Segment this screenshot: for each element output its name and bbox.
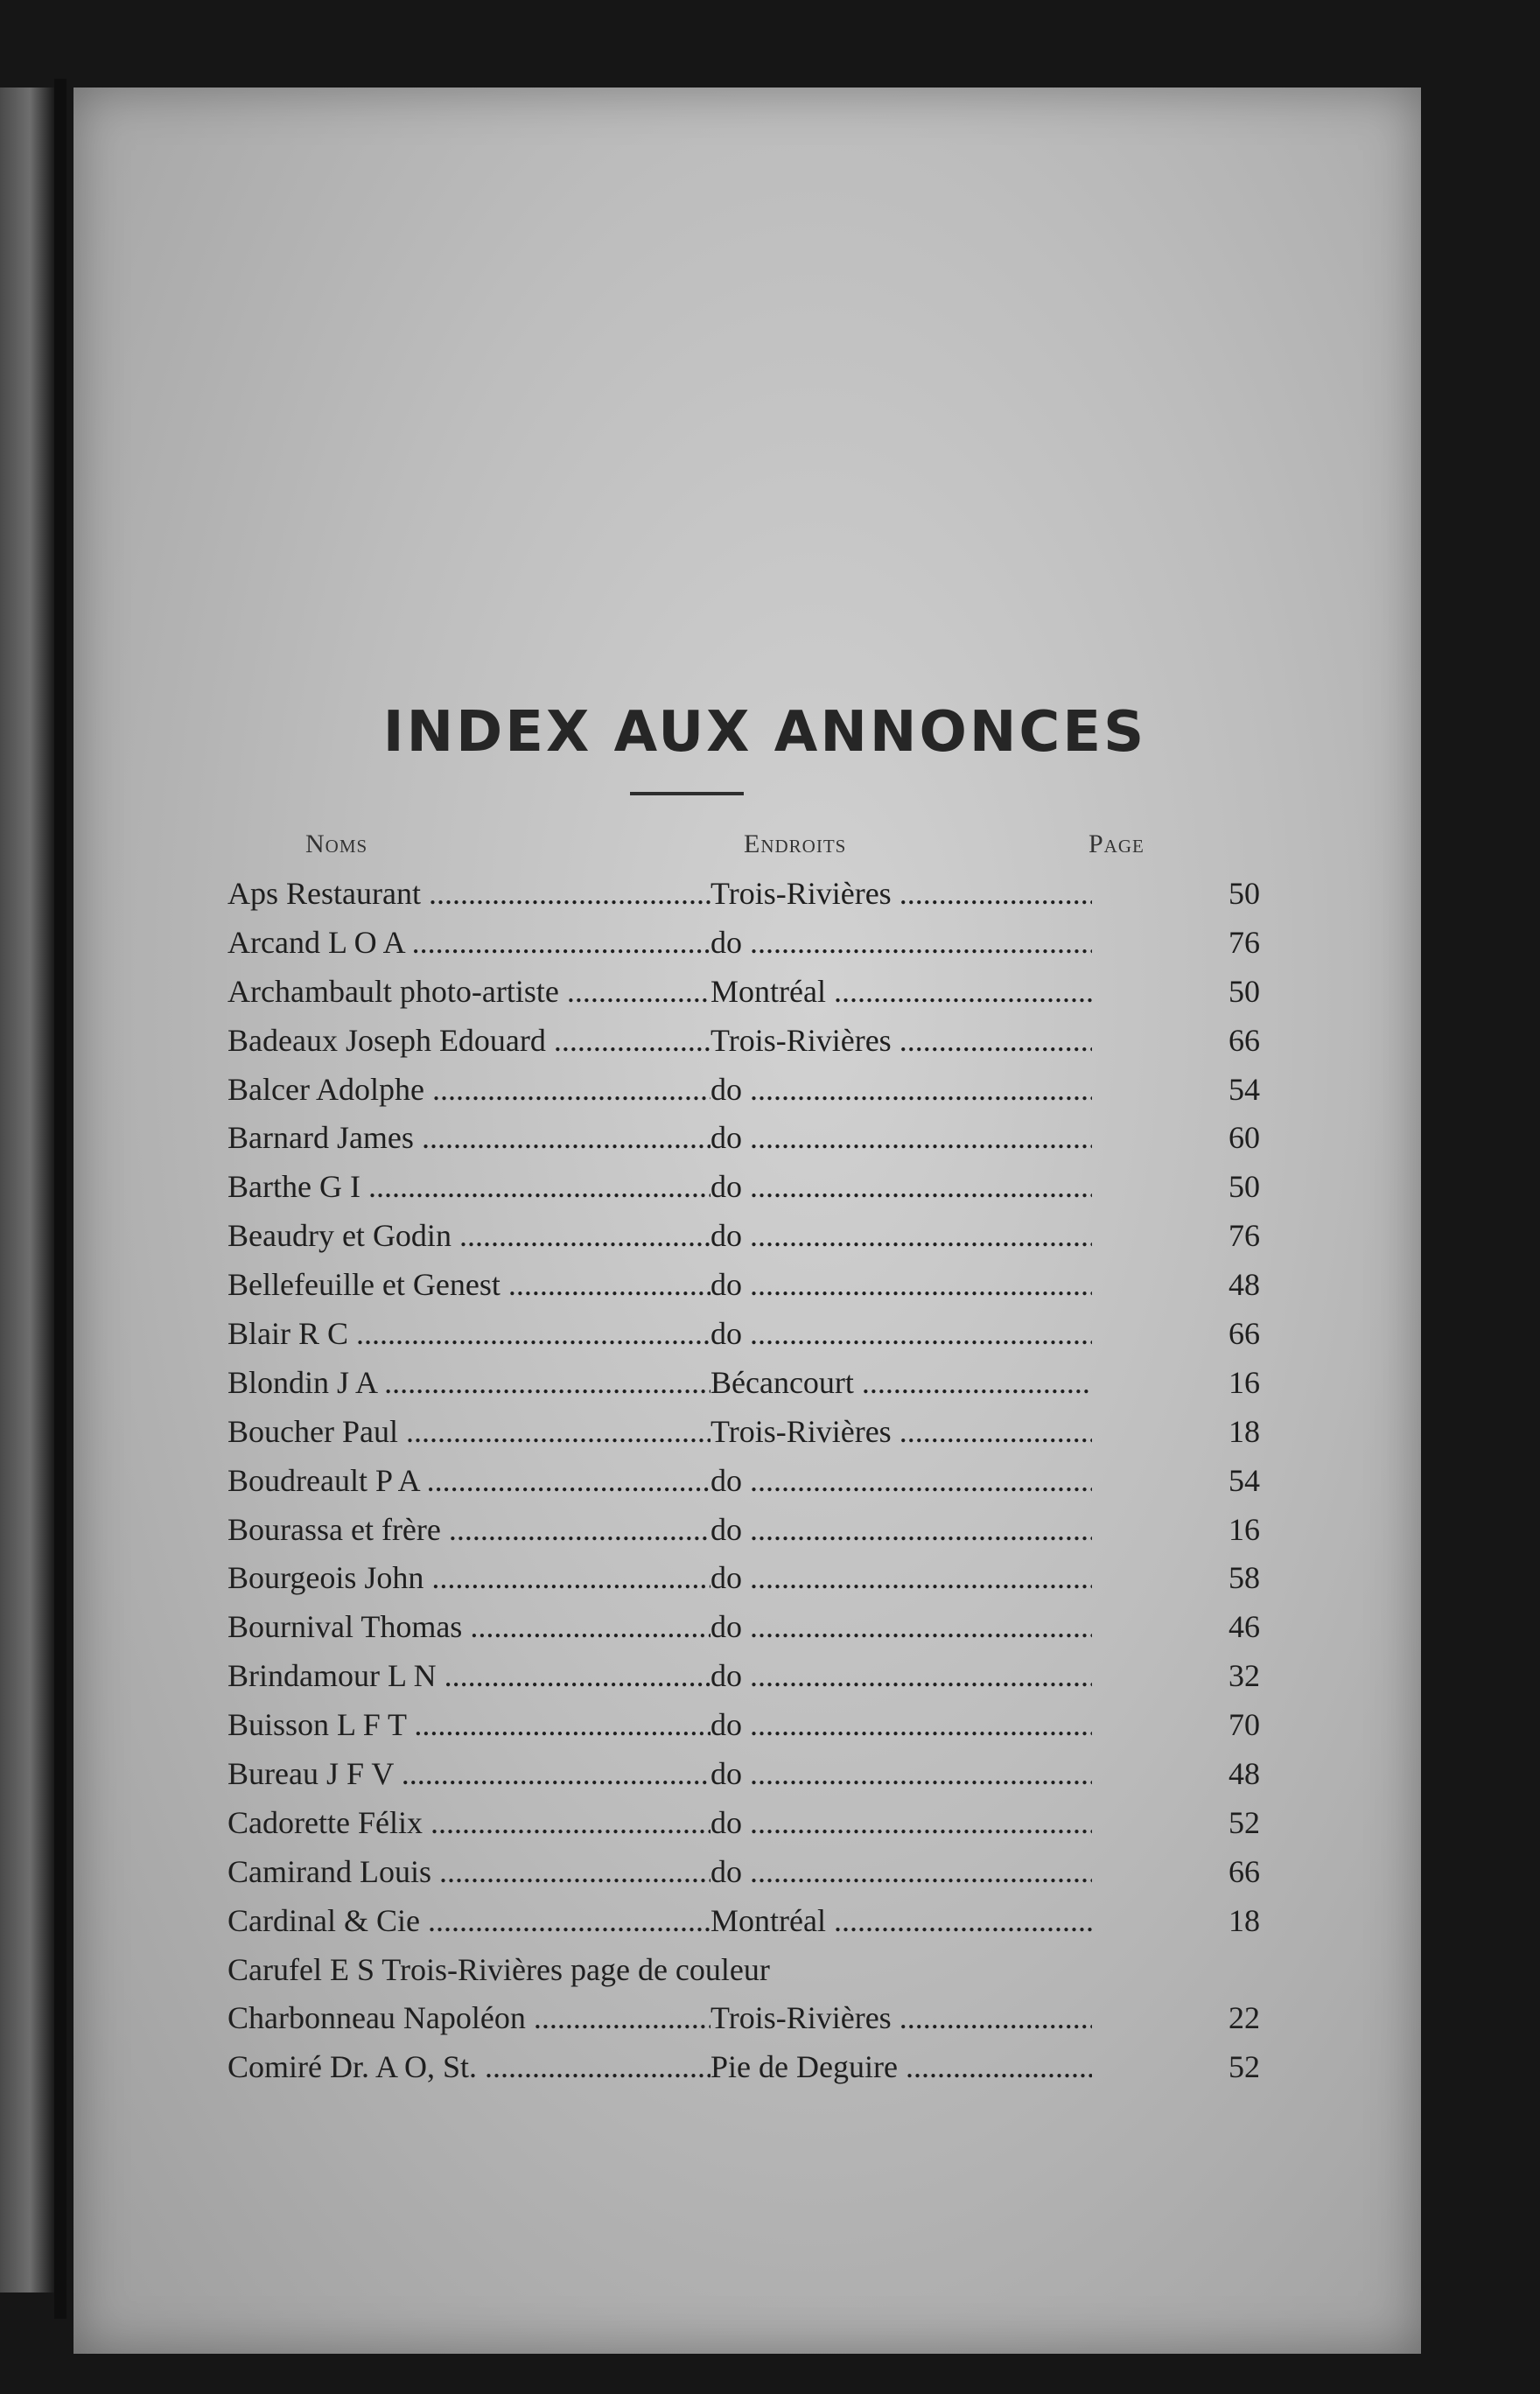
entry-page: 50 xyxy=(1228,973,1260,1009)
index-row xyxy=(228,875,1260,924)
entry-name: Blondin J A ..... xyxy=(228,1364,710,1401)
entry-place: do ..... xyxy=(710,1462,1092,1499)
entry-place: do ..... xyxy=(710,1804,1092,1841)
entry-name: Bourassa et frère ..... xyxy=(228,1511,710,1548)
entry-page: 66 xyxy=(1228,1316,1260,1352)
index-row xyxy=(228,2048,1260,2097)
index-row xyxy=(228,1511,1260,1560)
entry-name: Buisson L F T ..... xyxy=(228,1706,710,1743)
entry-place: Trois-Rivières ..... xyxy=(710,1999,1092,2036)
entry-place: do ..... xyxy=(710,1608,1092,1645)
entry-page: 50 xyxy=(1228,876,1260,911)
entry-place: Bécancourt ..... xyxy=(710,1364,1092,1401)
index-row xyxy=(228,1657,1260,1706)
entry-name: Bureau J F V ..... xyxy=(228,1755,710,1792)
header-page: Page xyxy=(1088,830,1144,858)
entry-page: 18 xyxy=(1228,1902,1260,1938)
entry-name: Bellefeuille et Genest ..... xyxy=(228,1266,710,1303)
entry-place: Montréal ..... xyxy=(710,973,1092,1010)
index-list xyxy=(228,875,1260,2097)
entry-name: Balcer Adolphe ..... xyxy=(228,1071,710,1108)
entry-page: 54 xyxy=(1228,1071,1260,1107)
page-title: INDEX AUX ANNONCES xyxy=(382,700,1147,765)
entry-place: Trois-Rivières ..... xyxy=(710,1413,1092,1450)
entry-place: do ..... xyxy=(710,1315,1092,1352)
index-row xyxy=(228,973,1260,1022)
entry-page: 58 xyxy=(1228,1560,1260,1596)
entry-full-line: Carufel E S Trois-Rivières page de couleur xyxy=(228,1951,770,1987)
index-row xyxy=(228,1853,1260,1902)
index-row xyxy=(228,1902,1260,1951)
entry-place: Pie de Deguire ..... xyxy=(710,2048,1092,2085)
entry-name: Cardinal & Cie ..... xyxy=(228,1902,710,1939)
index-row xyxy=(228,1315,1260,1364)
entry-place: do ..... xyxy=(710,1853,1092,1890)
index-row xyxy=(228,1804,1260,1853)
entry-page: 48 xyxy=(1228,1756,1260,1792)
entry-name: Barnard James ..... xyxy=(228,1119,710,1156)
entry-page: 76 xyxy=(1228,924,1260,960)
entry-place: do ..... xyxy=(710,924,1092,961)
entry-place: do ..... xyxy=(710,1217,1092,1254)
index-row xyxy=(228,1022,1260,1071)
entry-page: 46 xyxy=(1228,1609,1260,1645)
entry-page: 54 xyxy=(1228,1462,1260,1498)
header-endroits: Endroits xyxy=(744,830,847,858)
index-row xyxy=(228,1217,1260,1266)
entry-page: 60 xyxy=(1228,1120,1260,1156)
entry-place: do ..... xyxy=(710,1657,1092,1694)
index-row-full xyxy=(228,1951,1260,2000)
entry-place: Trois-Rivières ..... xyxy=(710,875,1092,912)
entry-name: Brindamour L N ..... xyxy=(228,1657,710,1694)
facing-page-edge xyxy=(0,88,54,2292)
entry-page: 16 xyxy=(1228,1364,1260,1400)
entry-page: 22 xyxy=(1228,2000,1260,2036)
entry-page: 52 xyxy=(1228,1804,1260,1840)
entry-name: Archambault photo-artiste ..... xyxy=(228,973,710,1010)
entry-place: do ..... xyxy=(710,1168,1092,1205)
entry-page: 50 xyxy=(1228,1169,1260,1205)
title-rule xyxy=(630,792,744,795)
entry-name: Cadorette Félix ..... xyxy=(228,1804,710,1841)
entry-name: Arcand L O A ..... xyxy=(228,924,710,961)
book-spine xyxy=(54,79,66,2319)
entry-name: Comiré Dr. A O, St. ..... xyxy=(228,2048,710,2085)
index-row xyxy=(228,1559,1260,1608)
index-row xyxy=(228,1413,1260,1462)
entry-place: do ..... xyxy=(710,1511,1092,1548)
entry-page: 32 xyxy=(1228,1658,1260,1694)
index-row xyxy=(228,1119,1260,1168)
entry-name: Bourgeois John ..... xyxy=(228,1559,710,1596)
entry-place: do ..... xyxy=(710,1119,1092,1156)
index-row xyxy=(228,1266,1260,1315)
entry-name: Boucher Paul ..... xyxy=(228,1413,710,1450)
header-noms: Noms xyxy=(305,830,368,858)
entry-place: Montréal ..... xyxy=(710,1902,1092,1939)
entry-page: 48 xyxy=(1228,1267,1260,1303)
entry-page: 52 xyxy=(1228,2049,1260,2085)
entry-name: Badeaux Joseph Edouard ..... xyxy=(228,1022,710,1059)
entry-name: Barthe G I ..... xyxy=(228,1168,710,1205)
index-page xyxy=(74,88,1421,2354)
index-row xyxy=(228,1608,1260,1657)
index-row xyxy=(228,1755,1260,1804)
entry-page: 18 xyxy=(1228,1413,1260,1449)
entry-name: Aps Restaurant ..... xyxy=(228,875,710,912)
entry-place: do ..... xyxy=(710,1755,1092,1792)
entry-name: Charbonneau Napoléon ..... xyxy=(228,1999,710,2036)
index-row xyxy=(228,1999,1260,2048)
entry-name: Camirand Louis ..... xyxy=(228,1853,710,1890)
entry-name: Bournival Thomas ..... xyxy=(228,1608,710,1645)
index-row xyxy=(228,1706,1260,1755)
index-row xyxy=(228,1364,1260,1413)
index-row xyxy=(228,1168,1260,1217)
entry-page: 66 xyxy=(1228,1853,1260,1889)
entry-place: do ..... xyxy=(710,1071,1092,1108)
entry-place: do ..... xyxy=(710,1706,1092,1743)
entry-name: Beaudry et Godin ..... xyxy=(228,1217,710,1254)
index-row xyxy=(228,924,1260,973)
index-row xyxy=(228,1462,1260,1511)
entry-page: 16 xyxy=(1228,1511,1260,1547)
entry-page: 76 xyxy=(1228,1218,1260,1254)
entry-page: 70 xyxy=(1228,1707,1260,1743)
entry-page: 66 xyxy=(1228,1022,1260,1058)
index-row xyxy=(228,1071,1260,1120)
entry-place: Trois-Rivières ..... xyxy=(710,1022,1092,1059)
entry-name: Boudreault P A ..... xyxy=(228,1462,710,1499)
entry-place: do ..... xyxy=(710,1559,1092,1596)
entry-name: Blair R C ..... xyxy=(228,1315,710,1352)
entry-place: do ..... xyxy=(710,1266,1092,1303)
